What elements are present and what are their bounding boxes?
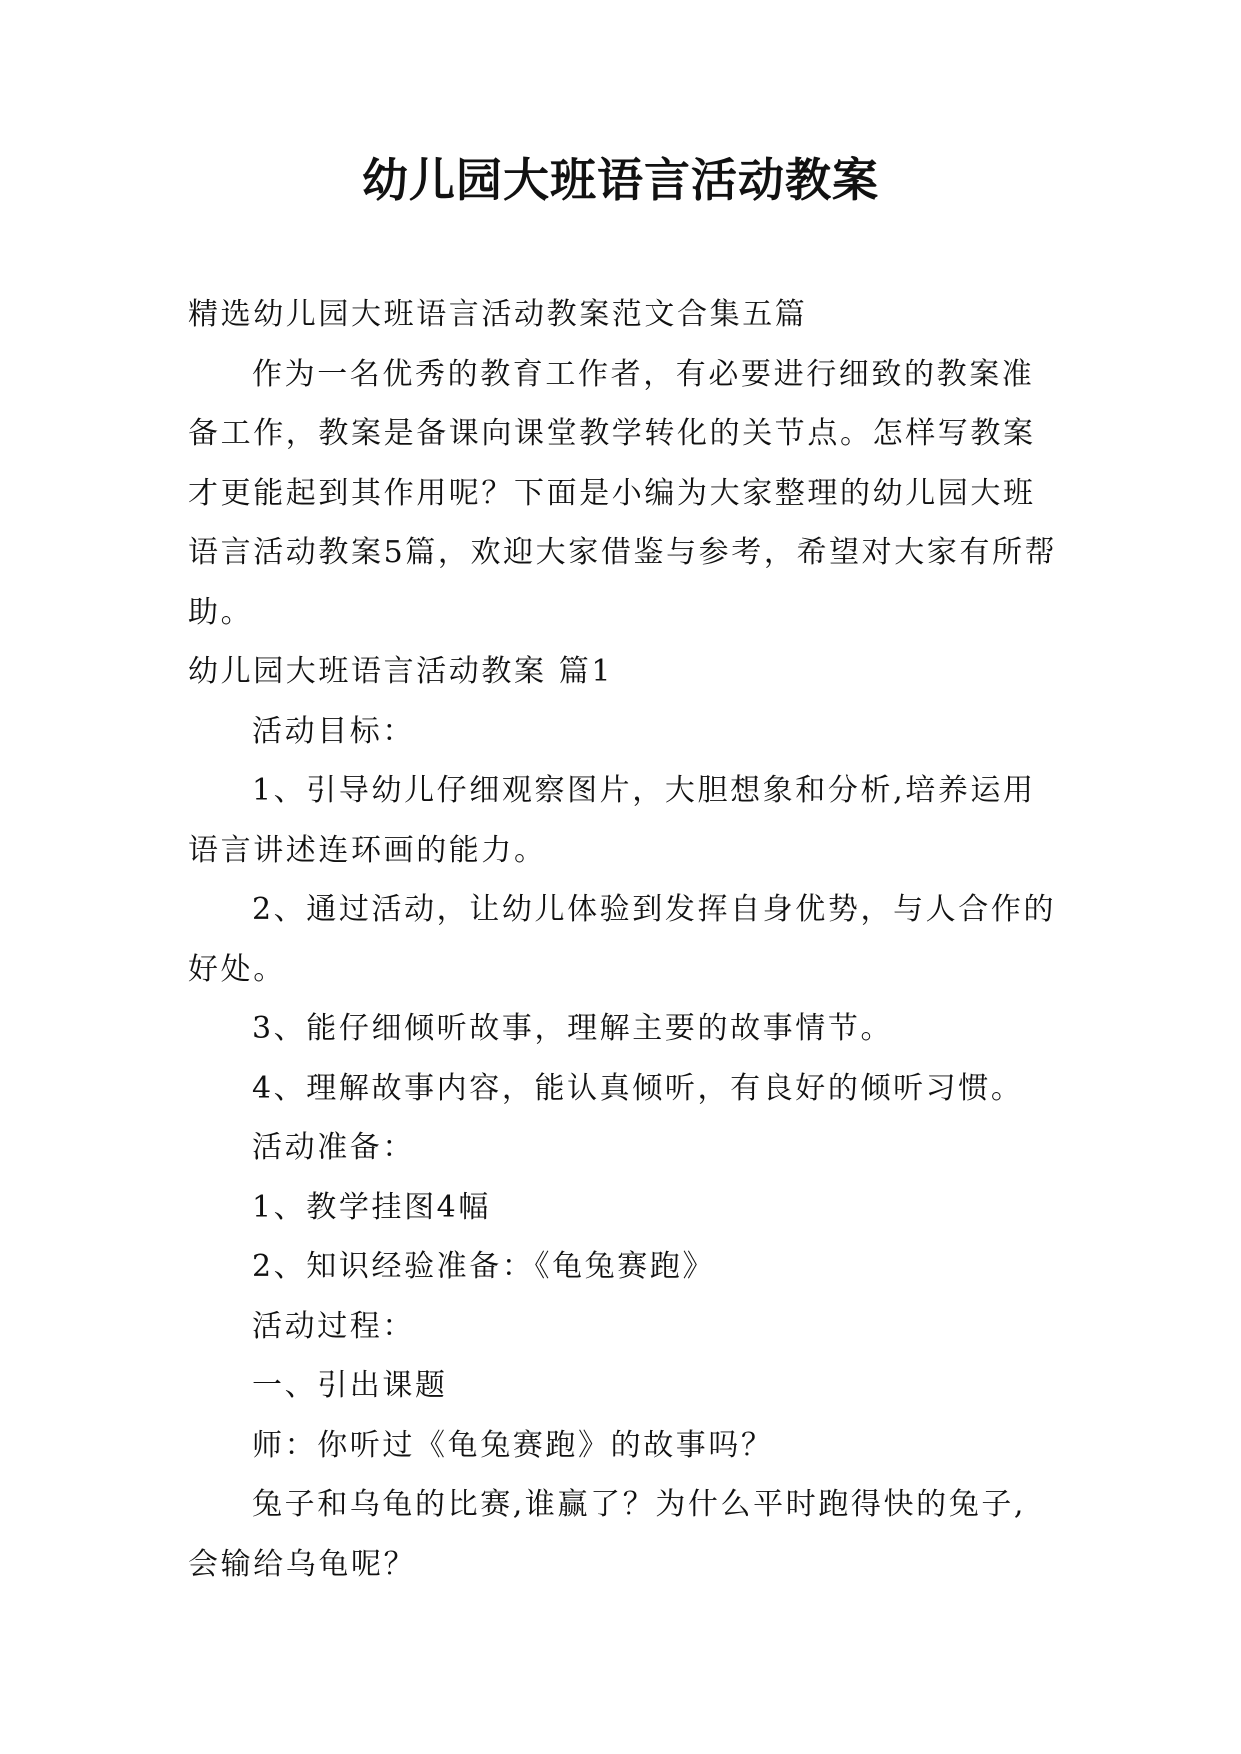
document-body [188,285,1058,1594]
goal-item: 1、引导幼儿仔细观察图片，大胆想象和分析,培养运用语言讲述连环画的能力。 [188,773,1036,868]
process-item: 兔子和乌龟的比赛,谁赢了？为什么平时跑得快的兔子,会输给乌龟呢？ [188,1487,1027,1582]
process-item: 师：你听过《龟兔赛跑》的故事吗？ [252,1427,774,1463]
goal-item: 4、理解故事内容，能认真倾听，有良好的倾听习惯。 [252,1070,1024,1106]
prep-item: 1、教学挂图4幅 [252,1189,491,1225]
document-subtitle: 精选幼儿园大班语言活动教案范文合集五篇 [188,297,808,332]
process-item: 一、引出课题 [252,1368,448,1403]
prep-heading: 活动准备： [252,1130,415,1165]
section-heading: 幼儿园大班语言活动教案 篇1 [188,654,614,689]
goal-item: 3、能仔细倾听故事，理解主要的故事情节。 [252,1011,894,1046]
goals-heading: 活动目标： [252,713,415,749]
prep-item: 2、知识经验准备：《龟兔赛跑》 [252,1249,716,1284]
process-heading: 活动过程： [252,1308,415,1344]
goal-item: 2、通过活动，让幼儿体验到发挥自身优势，与人合作的好处。 [188,892,1057,987]
document-title: 幼儿园大班语言活动教案 [362,153,879,207]
intro-paragraph: 作为一名优秀的教育工作者，有必要进行细致的教案准备工作，教案是备课向课堂教学转化的关节点。怎样写教案才更能起到其作用呢？下面是小编为大家整理的幼儿园大班语言活动教案5篇，欢迎大家借鉴与参考，希望对大家有所帮助。 [188,356,1058,630]
